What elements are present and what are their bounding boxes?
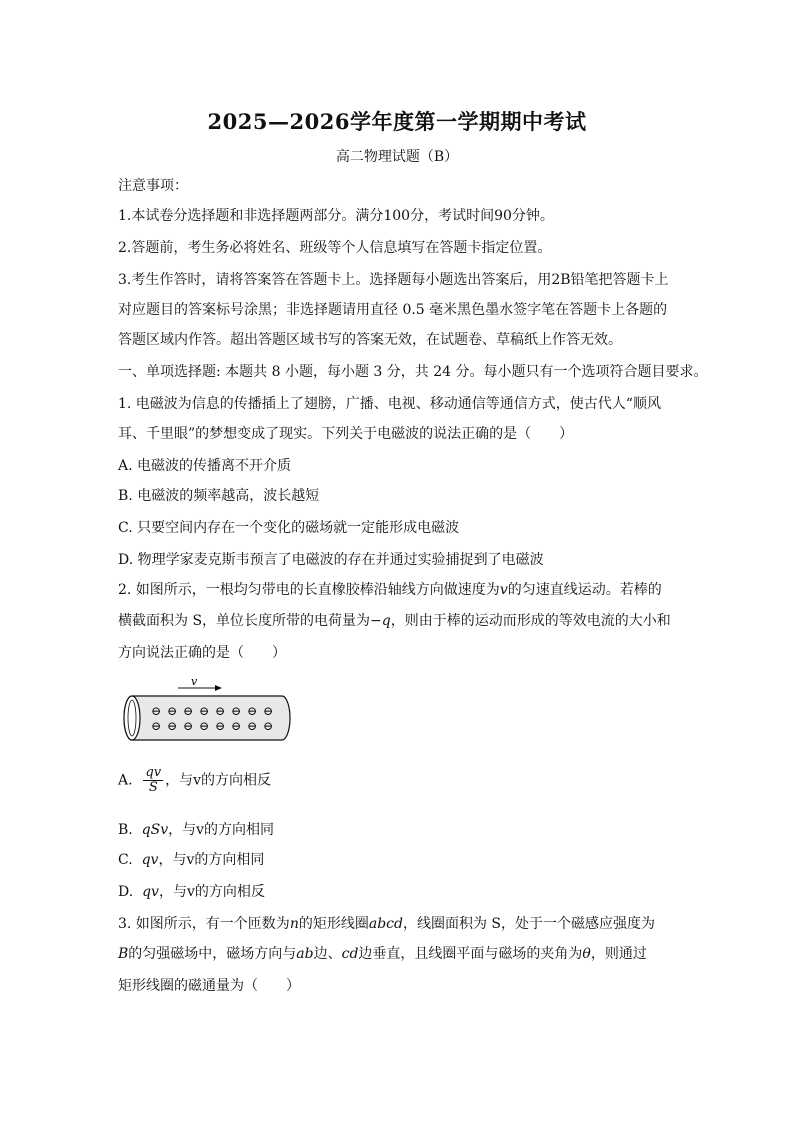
option-label: B.: [118, 822, 133, 838]
q3-var-b: B: [118, 946, 129, 962]
option-text: ，与v的方向相同: [158, 852, 265, 868]
notes-line: 答题区域内作答。超出答题区域书写的答案无效，在试题卷、草稿纸上作答无效。: [118, 332, 622, 348]
notes-line: 对应题目的答案标号涂黑；非选择题请用直径 0.5 毫米黑色墨水签字笔在答题卡上各题的: [118, 302, 668, 318]
negative-charge: ⊖: [230, 719, 242, 733]
q2-text: 横截面积为 S，单位长度所带的电荷量为: [118, 613, 371, 629]
q3-var-abcd: abcd: [368, 916, 403, 932]
q3-text: 边、: [313, 946, 342, 962]
q3-text: 的矩形线圈: [298, 916, 369, 932]
notes-line: 2.答题前，考生务必将姓名、班级等个人信息填写在答题卡指定位置。: [118, 240, 552, 256]
q3-var-ab: ab: [296, 946, 314, 962]
section-heading: 一、单项选择题: 本题共 8 小题，每小题 3 分，共 24 分。每小题只有一个选项符合题目要求。: [118, 364, 708, 380]
fraction-denominator: S: [148, 780, 158, 795]
q2-text: ，则由于棒的运动而形成的等效电流的大小和: [390, 613, 671, 629]
q3-text: ，则通过: [590, 946, 647, 962]
option-label: D.: [118, 884, 134, 900]
q2-var-negq: −q: [370, 613, 391, 629]
q2-text: 2. 如图所示，一根均匀带电的长直橡胶棒沿轴线方向做速度为: [118, 582, 500, 598]
q1-stem-line: 耳、千里眼”的梦想变成了现实。下列关于电磁波的说法正确的是（ ）: [118, 426, 574, 442]
q2-option-a: [118, 766, 271, 795]
negative-charge: ⊖: [246, 719, 258, 733]
q2-stem-line: [118, 580, 662, 600]
option-expr: qSv: [141, 822, 169, 838]
q3-stem-line: 矩形线圈的磁通量为（ ）: [118, 978, 300, 994]
notes-line: 3.考生作答时，请将答案答在答题卡上。选择题每小题选出答案后，用2B铅笔把答题卡上: [118, 272, 669, 288]
fraction-qv-over-s: [143, 766, 163, 795]
page-subtitle: 高二物理试题（B）: [335, 149, 459, 165]
negative-charge: ⊖: [246, 704, 258, 718]
velocity-arrowhead: [215, 685, 222, 691]
q3-text: 边垂直，且线圈平面与磁场的夹角为: [358, 946, 583, 962]
option-text: ，与v的方向相反: [158, 884, 265, 900]
negative-charge: ⊖: [230, 704, 242, 718]
notes-line: 1.本试卷分选择题和非选择题两部分。满分100分，考试时间90分钟。: [118, 208, 554, 224]
q1-option-d: D. 物理学家麦克斯韦预言了电磁波的存在并通过实验捕捉到了电磁波: [118, 552, 544, 568]
rod-body: [124, 696, 290, 740]
notes-heading: 注意事项：: [118, 178, 188, 194]
q1-option-c: C. 只要空间内存在一个变化的磁场就一定能形成电磁波: [118, 520, 460, 536]
q3-var-theta: θ: [582, 946, 591, 962]
q2-var-v: v: [499, 582, 508, 598]
negative-charge: ⊖: [262, 704, 274, 718]
q3-text: 3. 如图所示，有一个匝数为: [118, 916, 290, 932]
negative-charge: ⊖: [198, 704, 210, 718]
negative-charge: ⊖: [166, 719, 178, 733]
page-title: 2025—2026学年度第一学期期中考试: [207, 109, 587, 134]
q3-text: 的匀强磁场中，磁场方向与: [128, 946, 297, 962]
negative-charge: ⊖: [214, 719, 226, 733]
option-label: C.: [118, 852, 133, 868]
negative-charge: ⊖: [150, 719, 162, 733]
velocity-label: v: [191, 675, 198, 688]
option-text: ，与v的方向相反: [165, 772, 272, 789]
q1-option-a: A. 电磁波的传播离不开介质: [118, 458, 292, 474]
negative-charge: ⊖: [214, 704, 226, 718]
q2-text: 的匀速直线运动。若棒的: [507, 582, 662, 598]
option-text: ，与v的方向相同: [168, 822, 275, 838]
option-label: A.: [118, 772, 133, 789]
q2-stem-line: 方向说法正确的是（ ）: [118, 645, 286, 661]
charged-rod-figure: [118, 672, 293, 747]
option-expr: qv: [142, 884, 159, 900]
negative-charge: ⊖: [182, 719, 194, 733]
negative-charge: ⊖: [182, 704, 194, 718]
q2-option-b: [118, 820, 274, 840]
q3-stem-line: [118, 914, 655, 934]
q3-var-n: n: [289, 916, 299, 932]
negative-charge: ⊖: [262, 719, 274, 733]
fraction-numerator: qv: [145, 765, 162, 780]
q3-text: ，线圈面积为 S，处于一个磁感应强度为: [402, 916, 656, 932]
q2-option-d: [118, 882, 265, 902]
option-expr: qv: [141, 852, 159, 868]
q2-option-c: [118, 850, 264, 870]
rod-end-face: [124, 696, 140, 740]
q3-stem-line: [118, 944, 647, 964]
negative-charge: ⊖: [198, 719, 210, 733]
q1-stem-line: 1. 电磁波为信息的传播插上了翅膀，广播、电视、移动通信等通信方式，使古代人“顺风: [118, 396, 661, 412]
q1-option-b: B. 电磁波的频率越高，波长越短: [118, 488, 320, 504]
negative-charge: ⊖: [166, 704, 178, 718]
negative-charge: ⊖: [150, 704, 162, 718]
q2-stem-line: [118, 611, 671, 631]
q3-var-cd: cd: [341, 946, 359, 962]
